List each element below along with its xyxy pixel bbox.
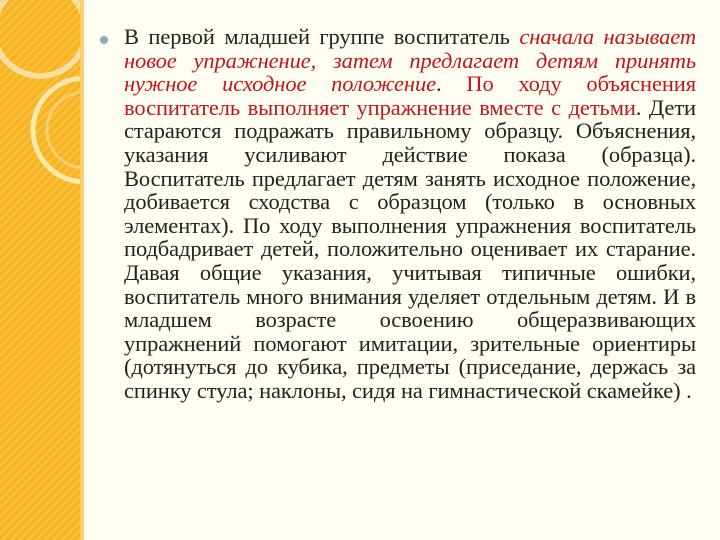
band-divider	[80, 0, 84, 540]
highlight-italic-segment: сначала называет новое упражнение, затем предлагает детям принять нужное исходное положение	[124, 24, 696, 97]
text-segment: В первой младшей группе воспитатель	[124, 24, 520, 49]
slide-content	[100, 25, 696, 403]
decorative-side-band	[0, 0, 80, 540]
body-paragraph	[124, 25, 696, 403]
text-segment: . Дети стараются подражать правильному образцу. Объяснения, указания усиливают действие показа (образца). Воспитатель предлагает детям занять исходное положение, добивается сходства с образцом (только в основных элементах). По ходу выполнения упражнения воспитатель подбадривает детей, положительно оценивает их старание. Давая общие указания, учитывая типичные ошибки, воспитатель много внимания уделяет отдельным детям. И в младшем возрасте освоению общеразвивающих упражнений помогают имитации, зрительные ориентиры (дотянуться до кубика, предметы (приседание, держась за спинку стула; наклоны, сидя на гимнастической скамейке) .	[124, 94, 696, 403]
deco-ring-top	[0, 0, 80, 76]
deco-ring-inner	[47, 92, 80, 168]
bullet-dot-icon	[100, 36, 108, 44]
text-segment: .	[436, 71, 467, 97]
decorative-circles	[0, 0, 80, 540]
highlight-segment: По ходу объяснения воспитатель выполняет упражнение вместе с детьми	[124, 71, 696, 120]
